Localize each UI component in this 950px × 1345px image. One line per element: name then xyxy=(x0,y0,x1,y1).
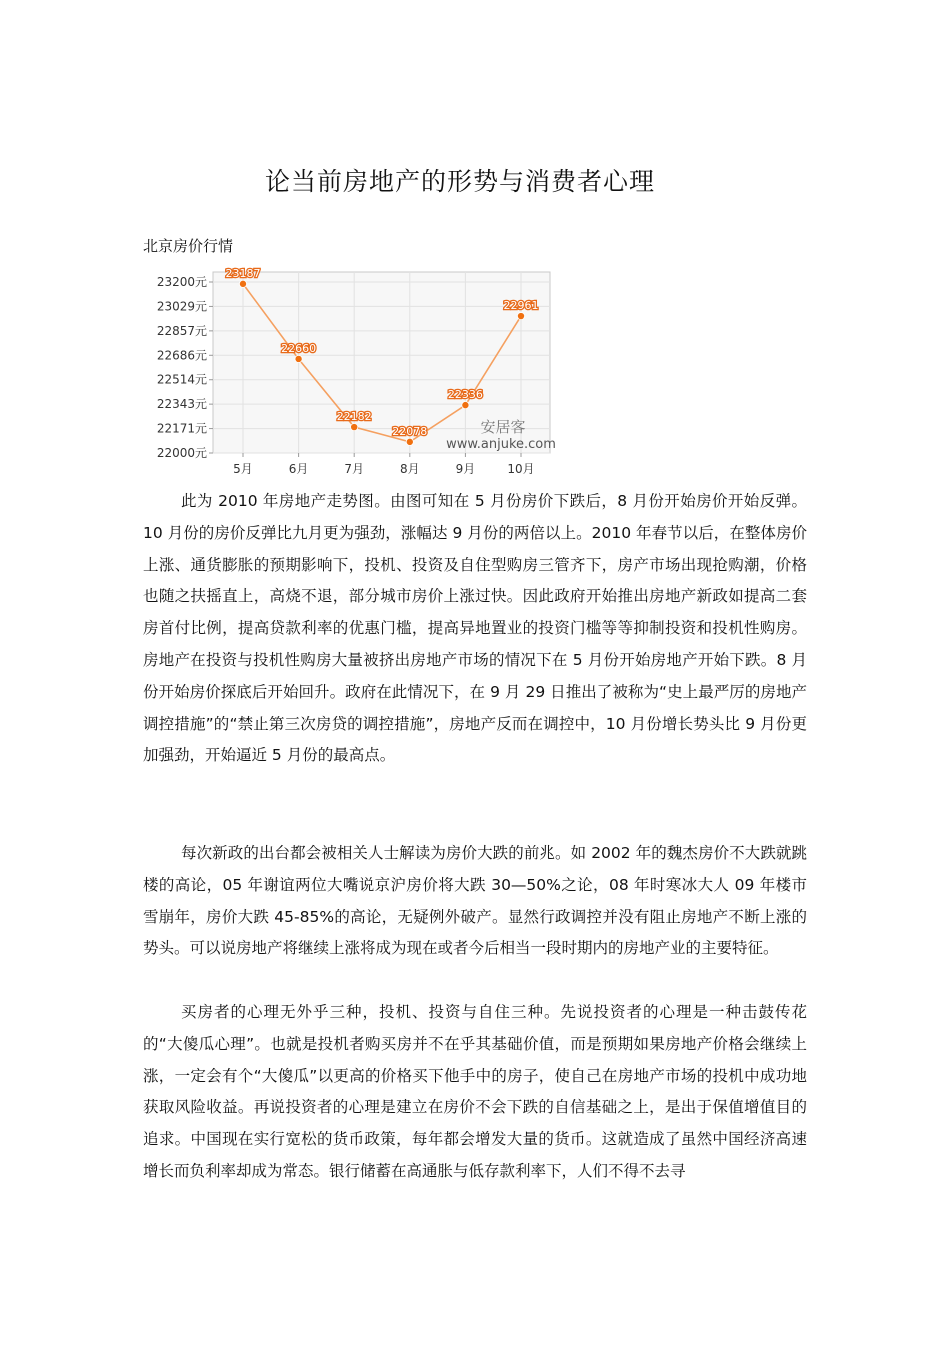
data-label: 22182 xyxy=(336,410,372,424)
data-point xyxy=(406,438,413,445)
data-label: 22660 xyxy=(281,341,317,355)
x-tick-label: 7月 xyxy=(344,462,365,476)
data-point xyxy=(517,312,524,319)
page-title: 论当前房地产的形势与消费者心理 xyxy=(264,167,655,196)
y-tick-label: 22343元 xyxy=(156,397,207,412)
paragraph-trend: 此为 2010 年房地产走势图。由图可知在 5 月份房价下跌后，8 月份开始房价开始反弹。10 月份的房价反弹比九月更为强劲，涨幅达 9 月份的两倍以上。2010 年春节以后，在整体房价上涨、通货膨胀的预期影响下，投机、投资及自住型购房三管齐下，房产市场出现抢购潮，价格也随之扶摇直上，高烧不退，部分城市房价上涨过快。因此政府开始推出房地产新政如提高二套房首付比例，提高贷款利率的优惠门槛，提高异地置业的投资门槛等等抑制投资和投机性购房。房地产在投资与投机性购房大量被挤出房地产市场的情况下在 5 月份开始房地产开始下跌。8 月份开始房价探底后开始回升。政府在此情况下，在 9 月 29 日推出了被称为“史上最严厉的房地产调控措施”的“禁止第三次房贷的调控措施”，房地产反而在调控中，10 月份增长势头比 9 月份更加强劲，开始逼近 5 月份的最高点。 xyxy=(143,492,807,765)
x-tick-label: 8月 xyxy=(399,462,420,476)
data-label: 22078 xyxy=(392,424,428,438)
data-label: 22336 xyxy=(447,388,483,402)
paragraph-policy: 每次新政的出台都会被相关人士解读为房价大跌的前兆。如 2002 年的魏杰房价不大跌就跳楼的高论，05 年谢谊两位大嘴说京沪房价将大跌 30—50%之论，08 年时寒冰大人 09 年楼市雪崩年，房价大跌 45-85%的高论，无疑例外破产。显然行政调控并没有阻止房地产不断上涨的势头。可以说房地产将继续上涨将成为现在或者今后相当一段时期内的房地产业的主要特征。 xyxy=(143,844,807,958)
x-tick-label: 6月 xyxy=(288,462,309,476)
chart-caption: 北京房价行情 xyxy=(143,237,234,255)
paragraph-psychology: 买房者的心理无外乎三种，投机、投资与自住三种。先说投资者的心理是一种击鼓传花的“大傻瓜心理”。也就是投机者购买房并不在乎其基础价值，而是预期如果房地产价格会继续上涨，一定会有个“大傻瓜”以更高的价格买下他手中的房子，使自己在房地产市场的投机中成功地获取风险收益。再说投资者的心理是建立在房价不会下跌的自信基础之上，是出于保值增值目的追求。中国现在实行宽松的货币政策，每年都会增发大量的货币。这就造成了虽然中国经济高速增长而负利率却成为常态。银行储蓄在高通胀与低存款利率下，人们不得不去寻 xyxy=(143,1003,807,1180)
y-tick-label: 22686元 xyxy=(156,348,207,363)
y-tick-label: 22857元 xyxy=(156,323,207,338)
x-axis xyxy=(233,453,534,476)
y-tick-label: 23029元 xyxy=(156,299,207,314)
x-tick-label: 10月 xyxy=(507,462,535,476)
y-axis xyxy=(157,275,213,460)
y-tick-label: 22000元 xyxy=(156,446,207,460)
watermark-name: 安居客 xyxy=(480,418,526,436)
data-label: 22961 xyxy=(503,299,539,313)
price-line-chart xyxy=(143,262,563,484)
data-point xyxy=(239,280,246,287)
x-tick-label: 5月 xyxy=(233,462,253,476)
data-point xyxy=(295,355,302,362)
data-point xyxy=(351,423,358,430)
y-tick-label: 22171元 xyxy=(156,421,207,436)
data-point xyxy=(462,402,469,409)
y-tick-label: 22514元 xyxy=(156,372,207,387)
watermark-url: www.anjuke.com xyxy=(446,437,556,452)
x-tick-label: 9月 xyxy=(455,462,476,476)
data-label: 23187 xyxy=(225,266,261,280)
y-tick-label: 23200元 xyxy=(156,275,207,289)
